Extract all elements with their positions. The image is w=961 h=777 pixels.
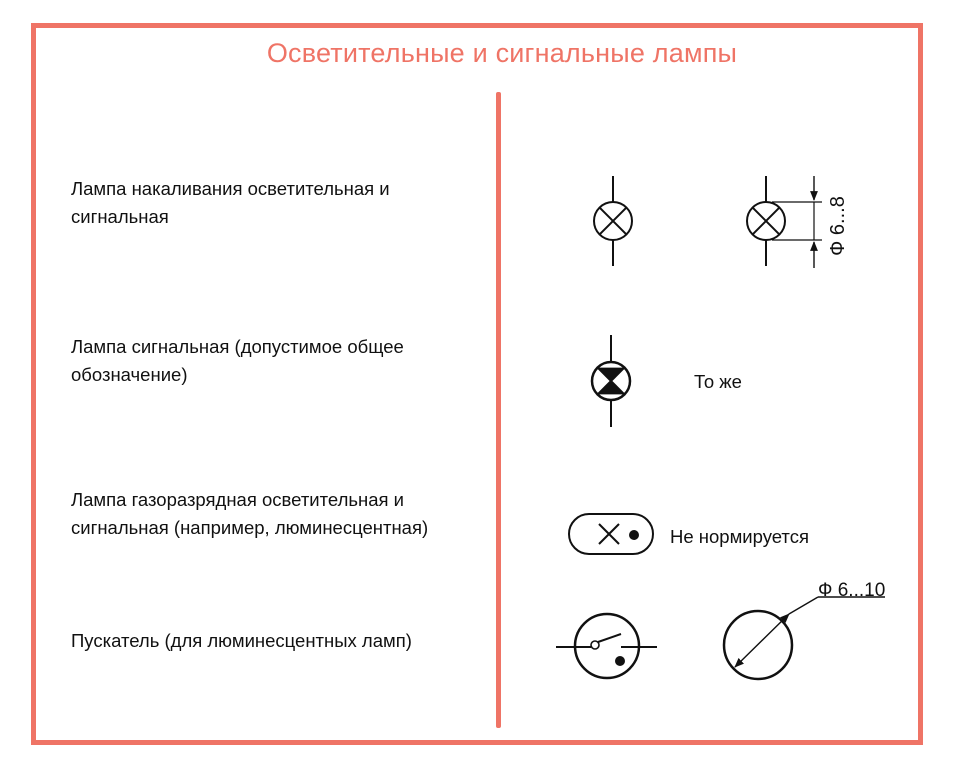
signal-lamp-symbol	[592, 335, 630, 427]
gas-discharge-lamp-symbol	[569, 514, 653, 554]
row-3-description: Лампа газоразрядная осветительная и сигнальная (например, люминесцентная)	[71, 489, 429, 538]
row-1-dimension-label: Ф 6...8	[827, 196, 849, 256]
page-title: Осветительные и сигнальные лампы	[266, 38, 738, 68]
row-3-note: Не нормируется	[670, 526, 809, 547]
row-4-dimension-label: Ф 6...10	[818, 580, 886, 601]
starter-symbol	[556, 614, 657, 678]
incandescent-lamp-symbol	[594, 176, 632, 266]
row-2-description: Лампа сигнальная (допустимое общее обозначение)	[71, 336, 404, 385]
row-1-description: Лампа накаливания осветительная и сигнальная	[71, 178, 390, 227]
row-2-note: То же	[694, 371, 742, 392]
row-4-description: Пускатель (для люминесцентных ламп)	[71, 630, 412, 651]
incandescent-lamp-dimensioned-symbol	[747, 176, 822, 268]
starter-dimensioned-symbol	[724, 597, 885, 679]
